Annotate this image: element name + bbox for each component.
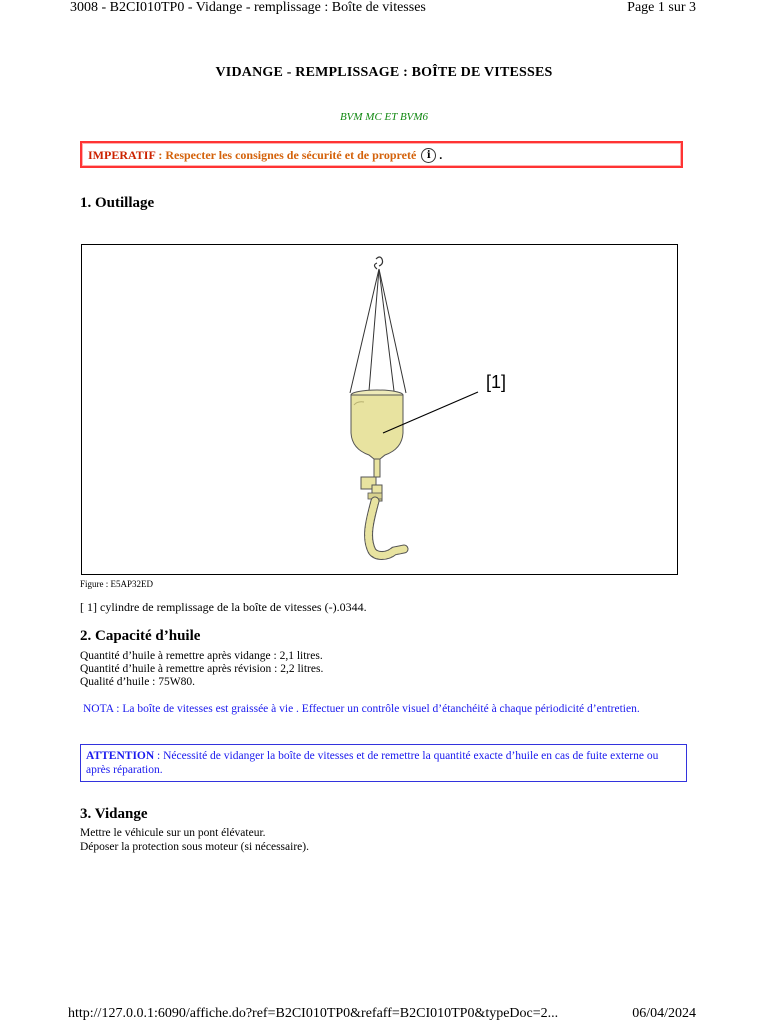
page-subtitle: BVM MC ET BVM6 [339,111,429,123]
figure-caption: Figure : E5AP32ED [80,579,153,589]
filling-cylinder-illustration [82,245,677,574]
page-title: VIDANGE - REMPLISSAGE : BOÎTE DE VITESSES [215,65,553,80]
figure-callout-label: [1] [486,372,507,392]
figure-legend: [ 1] cylindre de remplissage de la boîte de vitesses (-).0344. [80,600,367,614]
attention-label: ATTENTION [86,750,155,762]
nota-note [80,702,685,717]
attention-text: : Nécessité de vidanger la boîte de vitesses et de remettre la quantité exacte d’huile en cas de fuite externe ou après réparation. [86,750,659,776]
header-doc-title: 3008 - B2CI010TP0 - Vidange - remplissage : Boîte de vitesses [70,0,426,15]
section-vidange-title: 3. Vidange [80,806,148,822]
header-page-number: Page 1 sur 3 [627,0,696,15]
attention-box [80,744,687,782]
vidange-step-1: Mettre le véhicule sur un pont élévateur. [80,827,266,839]
oil-quantity-revision: Quantité d’huile à remettre après révision : 2,2 litres. [80,663,324,675]
oil-quantity-vidange: Quantité d’huile à remettre après vidange : 2,1 litres. [80,650,323,662]
info-icon[interactable]: i [421,148,436,163]
vidange-step-2: Déposer la protection sous moteur (si nécessaire). [80,841,309,853]
oil-quality: Qualité d’huile : 75W80. [80,676,195,688]
nota-label: NOTA [83,703,114,715]
section-capacite-title: 2. Capacité d’huile [80,628,201,644]
nota-text: : La boîte de vitesses est graissée à vie . Effectuer un contrôle visuel d’étanchéité à chaque périodicité d’entretien. [113,703,640,715]
footer-url: http://127.0.0.1:6090/affiche.do?ref=B2CI010TP0&refaff=B2CI010TP0&typeDoc=2... [68,1006,559,1021]
tool-figure [81,244,678,575]
imperatif-label: IMPERATIF [88,148,156,162]
imperatif-suffix: . [436,148,443,162]
footer-date: 06/04/2024 [632,1006,696,1021]
section-outillage-title: 1. Outillage [80,195,155,211]
imperatif-text: : Respecter les consignes de sécurité et de propreté [155,148,417,162]
imperatif-warning-box [80,141,683,168]
